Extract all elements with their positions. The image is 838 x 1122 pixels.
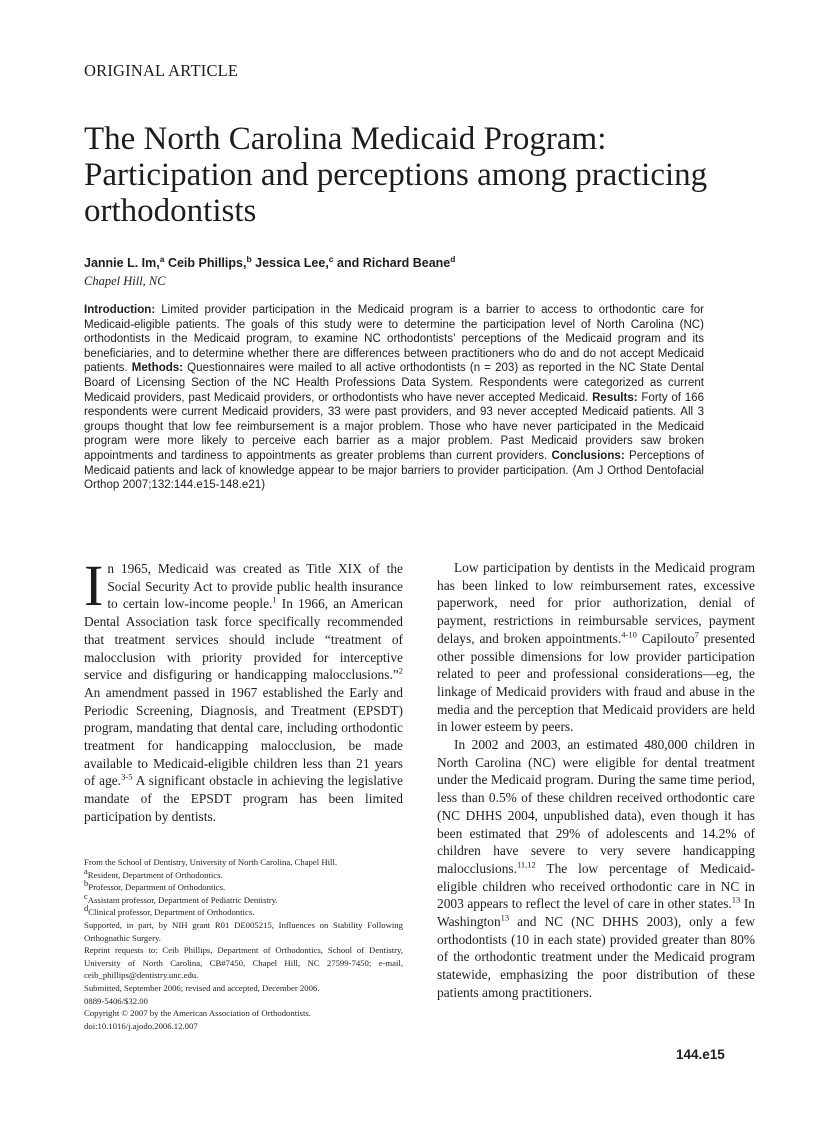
body-text: presented other possible dimensions for low provider participation related to peer and professional considerations—eg, the linkage of Medicaid providers with fraud and abuse in the media and the perception that Medicaid providers are held in lower esteem by peers. — [437, 630, 756, 735]
body-paragraph — [84, 553, 403, 826]
page-number: 144.e15 — [676, 1047, 725, 1062]
affiliation-mark: c — [84, 890, 88, 901]
body-text: An amendment passed in 1967 established the Early and Periodic Screening, Diagnosis, and Treatment (EPSDT) program, mandating that dental care, including orthodontic treatment for handicapping malocclusion, be made available to Medicaid-eligible children less than 21 years of age. — [84, 684, 403, 789]
abstract-methods-text: Questionnaires were mailed to all active orthodontists (n = 203) as reported in the NC State Dental Board of Licensing Section of the NC Health Professions Data System. Respondents were categorized as current Medicaid providers, past Medicaid providers, or orthodontists who have never accepted Medicaid. — [84, 362, 704, 404]
footnote-submitted: Submitted, September 2006; revised and accepted, December 2006. — [84, 982, 320, 993]
author-name[interactable]: Ceib Phillips, — [167, 256, 247, 270]
body-text: A significant obstacle in achieving the legislative mandate of the EPSDT program has been limited participation by dentists. — [84, 773, 403, 824]
affiliation-mark: d — [450, 253, 456, 264]
drop-cap: I — [84, 553, 104, 618]
author-name[interactable]: and Richard Beane — [337, 256, 451, 270]
abstract-intro-label: Introduction: — [84, 304, 156, 316]
citation-ref[interactable]: 13 — [500, 912, 510, 923]
footnote — [84, 865, 403, 882]
footnote-text: Clinical professor, Department of Orthodontics. — [88, 907, 255, 918]
abstract-intro-text: Limited provider participation in the Medicaid program is a barrier to access to orthodontic care for Medicaid-eligible patients. The goals of this study were to determine the participation level of North Carolina (NC) orthodontists in the Medicaid program, to examine NC orthodontists’ perceptions of the Medicaid program and its beneficiaries, and to determine whether there are differences between practitioners who do and do not accept Medicaid patients. — [84, 304, 704, 375]
body-column-right — [437, 559, 755, 1002]
abstract-citation: (Am J Orthod Dentofacial Orthop 2007;132:144.e15-148.e21) — [84, 464, 704, 492]
abstract-results-text: Forty of 166 respondents were current Medicaid providers, 33 were past providers, and 93 never accepted Medicaid patients. All 3 groups thought that low fee reimbursement is a major problem. Those who have never participated in the Medicaid program were more likely to perceive each barrier as a major problem. Past Medicaid providers saw broken appointments and tardiness to appointments as greater problems than current providers. — [84, 391, 704, 462]
abstract-conclusions-text: Perceptions of Medicaid patients and lack of knowledge appear to be major barriers to provider participation. — [84, 449, 704, 477]
body-paragraph — [437, 559, 755, 736]
citation-ref[interactable]: 13 — [731, 894, 741, 905]
footnote — [84, 903, 403, 919]
author-name[interactable]: Jannie L. Im, — [84, 256, 160, 270]
body-text: Low participation by dentists in the Medicaid program has been linked to low reimbursement rates, excessive paperwork, need for prior authorization, denial of payment, restrictions in reimbursable services, payment delays, and broken appointments. — [437, 560, 755, 646]
affiliation-mark: b — [246, 253, 252, 264]
footnotes — [84, 856, 403, 1032]
affiliation-mark: a — [84, 865, 88, 876]
author-location: Chapel Hill, NC — [84, 274, 166, 288]
citation-ref[interactable]: 7 — [694, 629, 699, 640]
author-list — [84, 253, 456, 270]
footnote-reprint: Reprint requests to: Ceib Phillips, Department of Orthodontics, School of Dentistry, University of North Carolina, CB#7450, Chapel Hill, NC 27599-7450; e-mail, ceib_phillips@dentistry.unc.edu. — [84, 945, 403, 981]
body-text: In Washington — [437, 896, 755, 930]
affiliation-mark: a — [159, 253, 165, 264]
body-text: In 2002 and 2003, an estimated 480,000 children in North Carolina (NC) were eligible for dental treatment under the Medicaid program. During the same time period, less than 0.5% of these children received orthodontic care (NC DHHS 2004, unpublished data), even though it has been estimated that 29% of adolescents and 14.2% of children have severe to very severe handicapping malocclusions. — [437, 737, 755, 876]
body-text: Capilouto — [636, 630, 695, 646]
footnote — [84, 878, 403, 894]
body-text: The low percentage of Medicaid-eligible children who received orthodontic care in NC in 2003 appears to reflect the level of care in other states. — [437, 860, 755, 912]
body-text: and NC (NC DHHS 2003), only a few orthodontists (10 in each state) provided greater than 80% of the orthodontic treatment under the Medicaid program statewide, emphasizing the poor distribution of these patients among practitioners. — [437, 914, 755, 1000]
citation-ref[interactable]: 4-10 — [621, 629, 637, 640]
footnote-text: Professor, Department of Orthodontics. — [88, 882, 226, 893]
abstract-results-label: Results: — [592, 391, 638, 404]
footnote-copyright: Copyright © 2007 by the American Association of Orthodontists. — [84, 1008, 311, 1019]
affiliation-mark: b — [84, 878, 89, 889]
citation-ref[interactable]: 11,12 — [516, 859, 536, 870]
affiliation-mark: c — [328, 253, 334, 264]
abstract-conclusions-label: Conclusions: — [551, 449, 625, 462]
footnote-price: 0889-5406/$32.00 — [84, 995, 148, 1006]
abstract-methods-label: Methods: — [131, 362, 184, 375]
citation-ref[interactable]: 2 — [398, 665, 403, 676]
footnote-support: Supported, in part, by NIH grant R01 DE005215, Influences on Stability Following Orthognathic Surgery. — [84, 919, 403, 943]
affiliation-mark: d — [84, 903, 89, 914]
citation-ref[interactable]: 1 — [272, 594, 277, 605]
body-column-left — [84, 553, 403, 826]
section-label: ORIGINAL ARTICLE — [84, 61, 239, 80]
author-name[interactable]: Jessica Lee, — [255, 256, 329, 270]
abstract — [84, 303, 704, 493]
footnote-doi[interactable]: doi:10.1016/j.ajodo.2006.12.007 — [84, 1020, 198, 1031]
footnote-text: Resident, Department of Orthodontics. — [87, 869, 223, 880]
body-text: In 1966, an American Dental Association task force specifically recommended that treatment services should include “treatment of malocclusion with priority provided for interceptive service and disfiguring or handicapping malocclusions.” — [84, 596, 403, 683]
body-text: n 1965, Medicaid was created as Title XIX of the Social Security Act to provide public health insurance to certain low-income people. — [107, 561, 403, 612]
article-title: The North Carolina Medicaid Program: Participation and perceptions among practicing orthodontists — [84, 121, 708, 229]
footnote — [84, 890, 403, 907]
footnote: From the School of Dentistry, University of North Carolina, Chapel Hill. — [84, 857, 338, 867]
footnote-text: Assistant professor, Department of Pediatric Dentistry. — [87, 894, 278, 905]
citation-ref[interactable]: 3-5 — [121, 771, 133, 782]
body-paragraph — [437, 736, 755, 1002]
